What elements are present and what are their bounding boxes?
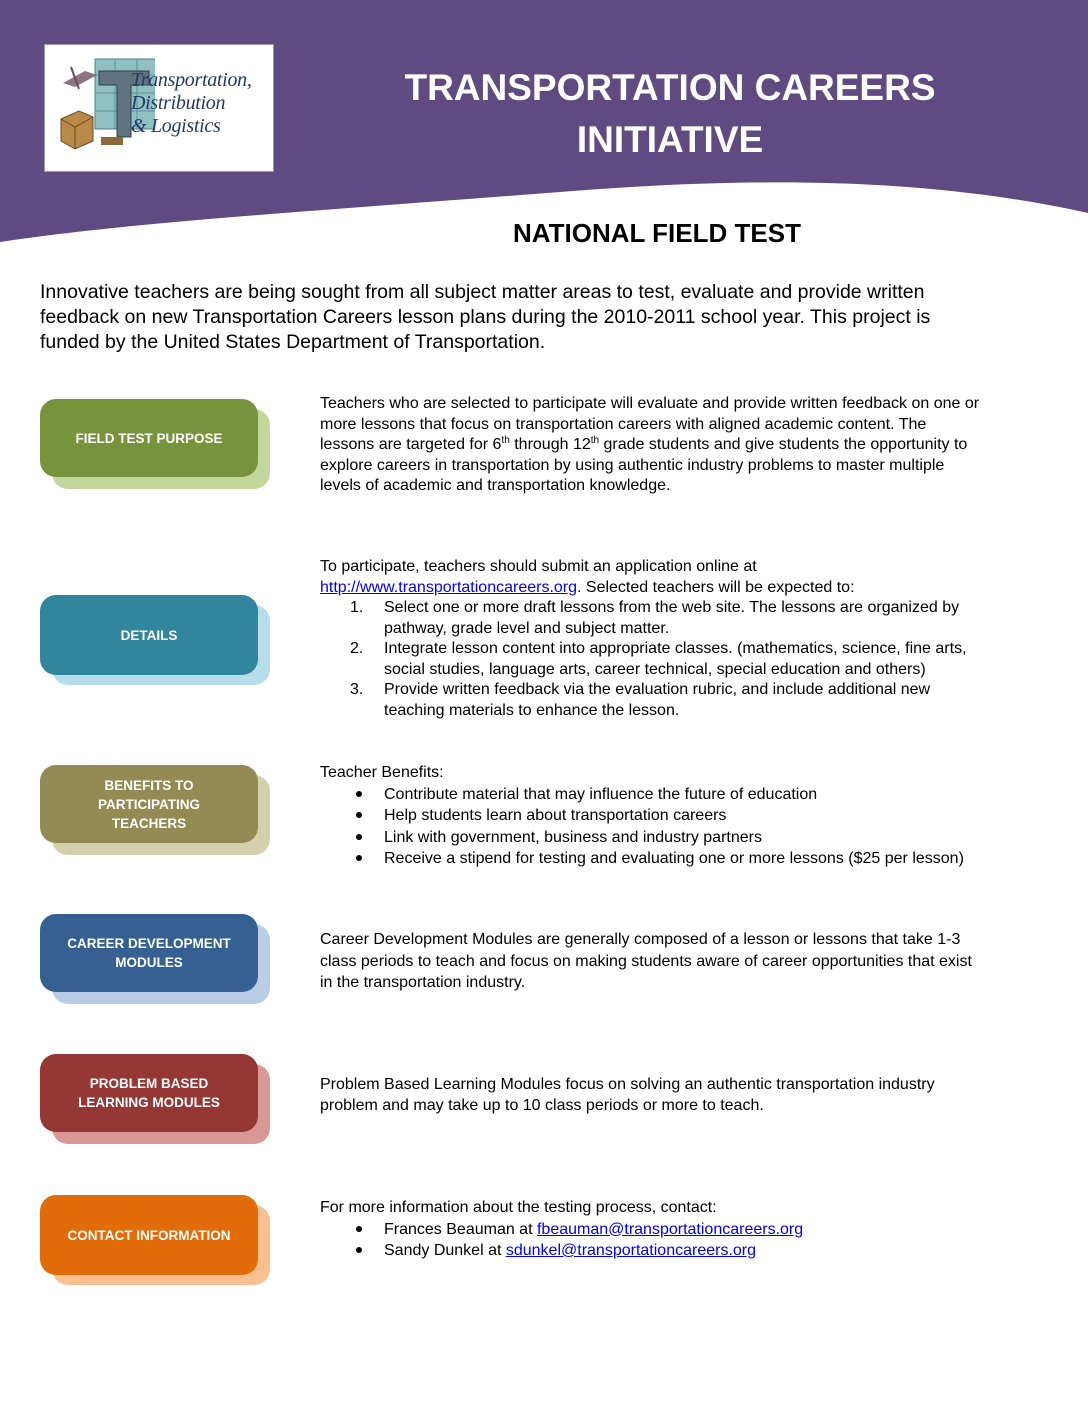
email-link[interactable]: sdunkel@transportationcareers.org [505,1242,757,1259]
list-item [320,639,1065,680]
title-line: TRANSPORTATION CAREERS [404,67,936,108]
text-line: problem and may take up to 10 class periods or more to teach. [320,1096,764,1114]
intro-line: Innovative teachers are being sought from all subject matter areas to test, evaluate and provide written [40,281,925,303]
text-line: in the transportation industry. [320,974,526,991]
text-line: Link with government, business and industry partners [384,828,762,846]
bullet-item [320,848,1065,870]
purpose-text [320,394,1065,497]
list-number: 3. [350,681,364,698]
tag-face [40,1054,258,1132]
contact-item [320,1240,1065,1262]
text-line: Contribute material that may influence the future of education [384,785,818,803]
text-line: Select one or more draft lessons from the web site. The lessons are organized by [384,599,960,616]
text-line: social studies, language arts, career technical, special education and others) [384,660,926,678]
list-item [320,598,1065,639]
bullet-item [320,805,1065,827]
text-line: more lessons that focus on transportation careers with aligned academic content. The [320,415,927,433]
logo [44,44,274,172]
intro-line: funded by the United States Department of Transportation. [40,331,546,353]
tag-label: FIELD TEST PURPOSE [75,430,223,446]
text-line: teaching materials to enhance the lesson. [384,701,680,719]
text-line: To participate, teachers should submit an application online at [320,558,757,575]
intro-paragraph [40,280,1040,355]
email-link[interactable]: fbeauman@transportationcareers.org [536,1220,804,1238]
contact-text [320,1197,1065,1262]
text-segment: lessons are targeted for 6 [320,436,502,453]
tag-face [40,765,258,843]
tag-label-line: BENEFITS TO [104,777,194,793]
text-line: Provide written feedback via the evaluation rubric, and include additional new [384,681,931,698]
contact-name: Sandy Dunkel at [384,1242,506,1259]
text-line [320,435,1065,456]
logo-line: Distribution [131,92,226,114]
tag-label-line: PROBLEM BASED [89,1076,209,1091]
text-segment: . Selected teachers will be expected to: [577,578,855,596]
text-line: Teacher Benefits: [320,764,444,781]
contact-name: Frances Beauman at [384,1220,537,1238]
tag-label-line: MODULES [115,955,183,970]
numbered-list [320,598,1065,721]
problem-text [320,1075,1065,1116]
tag-label-line: PARTICIPATING [98,796,200,812]
tag-face [40,1195,258,1275]
title-line: INITIATIVE [576,119,764,160]
tag-face [40,595,258,675]
tag-label [98,776,200,833]
details-text [320,557,1065,721]
tag-label-line: TEACHERS [111,815,187,831]
text-line: Integrate lesson content into appropriate classes. (mathematics, science, fine arts, [384,640,967,657]
bullet-item [320,784,1065,806]
text-line: For more information about the testing process, contact: [320,1199,717,1216]
tag-face [40,914,258,992]
bullet-icon [356,1247,362,1253]
text-line: levels of academic and transportation knowledge. [320,477,671,494]
text-line: Teachers who are selected to participate will evaluate and provide written feedback on one or [320,395,980,412]
bullet-icon [356,812,362,818]
bullet-icon [356,834,362,840]
list-number: 2. [350,640,364,657]
text-segment: grade students and give students the opportunity to [599,436,968,453]
bullet-icon [356,855,362,861]
tag-label: DETAILS [120,627,178,643]
list-number: 1. [350,599,364,616]
logo-text [131,69,271,138]
text-line: Receive a stipend for testing and evaluating one or more lessons ($25 per lesson) [384,850,964,867]
list-item [320,680,1065,721]
contact-line [320,1219,1065,1241]
career-text [320,929,1065,994]
bullet-icon [356,1226,362,1232]
superscript: th [501,435,510,446]
tag-label [78,1074,220,1112]
page-title [330,62,1010,166]
contact-item [320,1219,1065,1241]
tag-label [67,934,231,972]
bullet-icon [356,791,362,797]
logo-line: Transportation, [131,69,252,91]
tag-label-line: LEARNING MODULES [78,1095,220,1110]
text-line [320,578,1065,599]
text-line: pathway, grade level and subject matter. [384,619,670,637]
text-line: class periods to teach and focus on making students aware of career opportunities that exist [320,952,972,970]
benefits-text [320,762,1065,870]
intro-line: feedback on new Transportation Careers lesson plans during the 2010-2011 school year. This project is [40,306,931,328]
section-title: NATIONAL FIELD TEST [513,218,801,248]
tag-face [40,399,258,477]
text-line: Help students learn about transportation careers [384,807,727,824]
logo-line: & Logistics [131,115,221,137]
superscript: th [590,435,600,446]
text-segment: through 12 [509,436,591,453]
text-line: Problem Based Learning Modules focus on solving an authentic transportation industry [320,1076,935,1093]
bullet-item [320,827,1065,849]
tag-label-line: CAREER DEVELOPMENT [67,936,231,951]
text-line: Career Development Modules are generally composed of a lesson or lessons that take 1-3 [320,931,961,948]
text-line: explore careers in transportation by using authentic industry problems to master multiple [320,456,945,474]
contact-line [320,1240,1065,1262]
tag-label: CONTACT INFORMATION [67,1227,231,1243]
website-link[interactable]: http://www.transportationcareers.org [320,578,578,596]
